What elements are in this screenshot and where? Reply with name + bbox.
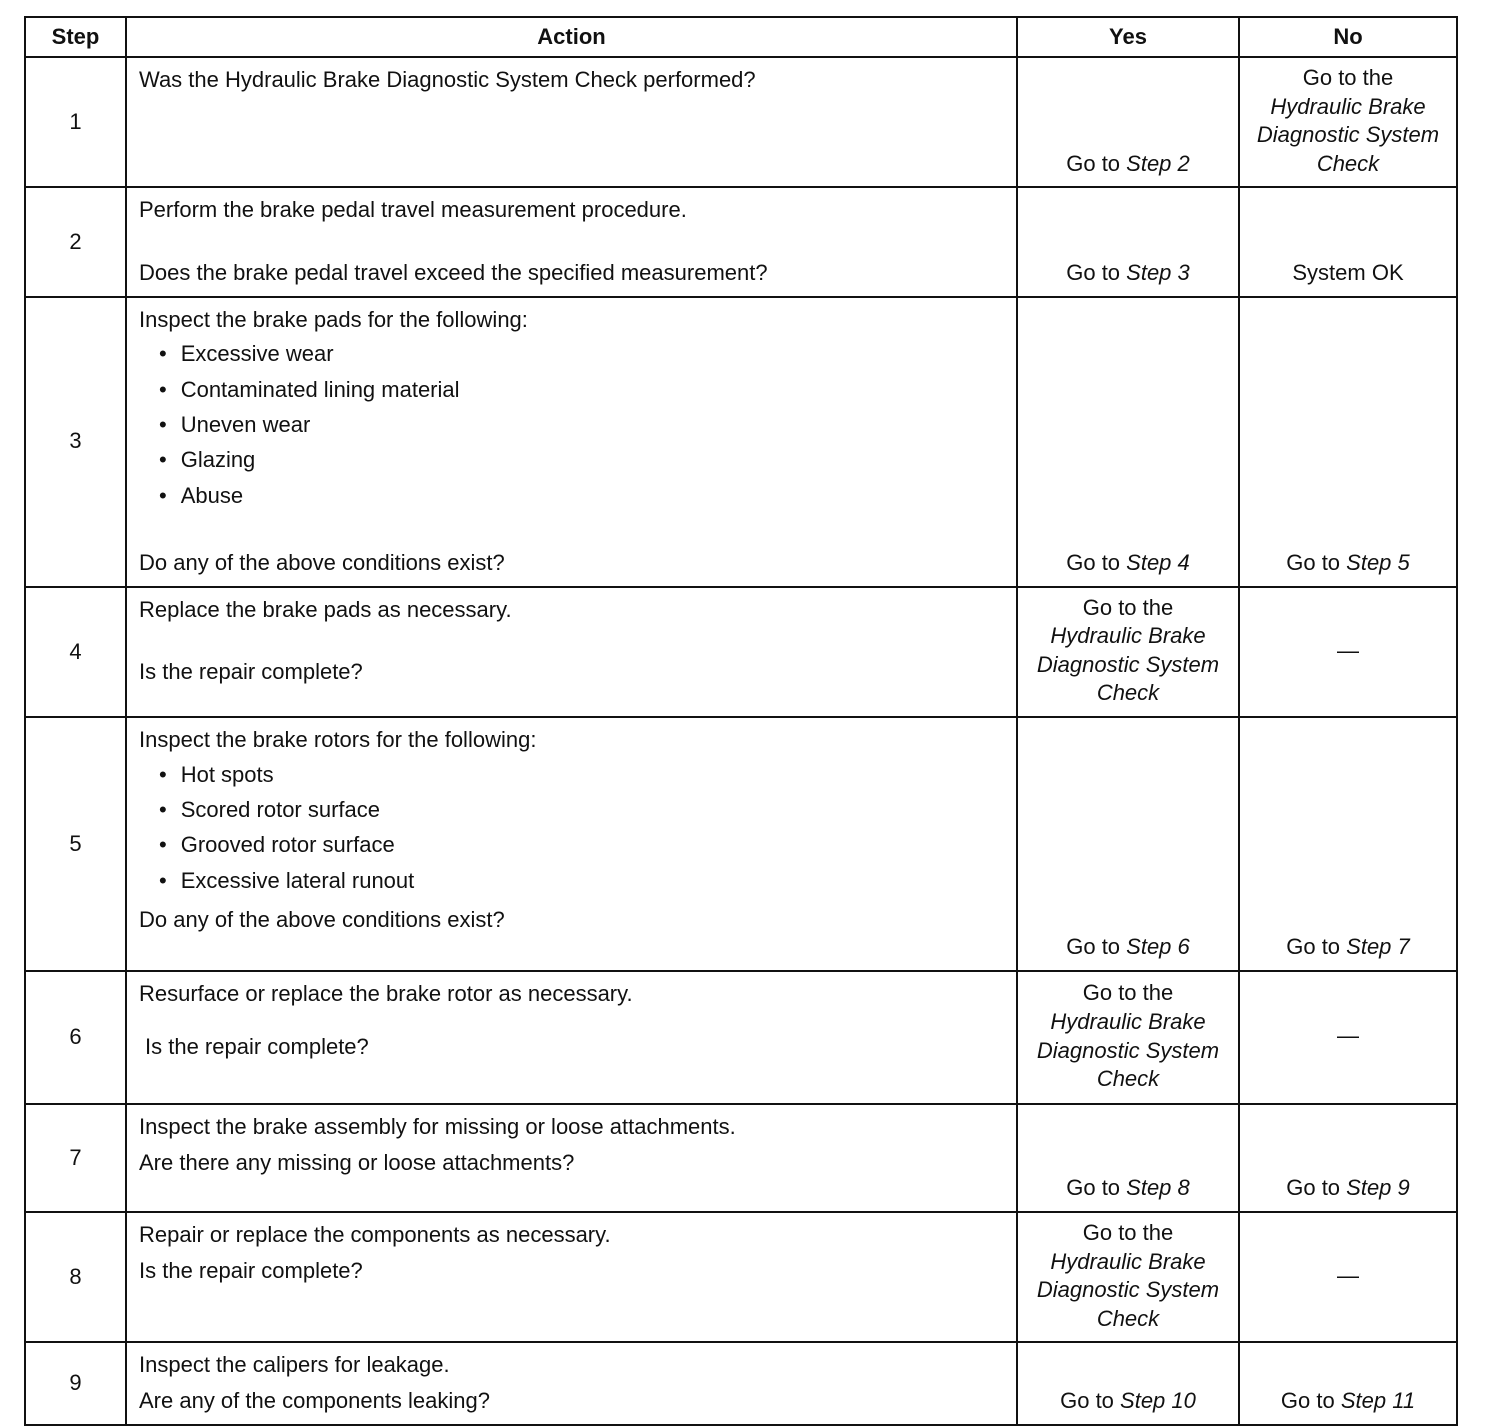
no-prefix: Go to: [1286, 934, 1347, 960]
action-text: Replace the brake pads as necessary.: [139, 596, 512, 622]
action-cell: [126, 187, 1017, 296]
list-item: • Uneven wear: [159, 407, 1004, 442]
action-question: Are any of the components leaking?: [139, 1388, 491, 1414]
action-cell: [126, 717, 1017, 971]
no-link[interactable]: Hydraulic Brake Diagnostic System Check: [1256, 93, 1440, 176]
table-row: [25, 1104, 1457, 1212]
table-row: [25, 717, 1457, 971]
step-number: 1: [25, 57, 126, 187]
list-item: • Abuse: [159, 478, 1004, 513]
table-row: [25, 1342, 1457, 1424]
list-item: • Contaminated lining material: [159, 372, 1004, 407]
list-item: • Excessive lateral runout: [159, 863, 1004, 898]
yes-link[interactable]: Step 2: [1126, 150, 1190, 176]
action-cell: [126, 971, 1017, 1104]
no-prefix: Go to: [1286, 1175, 1347, 1201]
yes-cell: [1017, 1342, 1239, 1424]
action-cell: [126, 1342, 1017, 1424]
yes-prefix: Go to the: [1082, 980, 1174, 1006]
action-cell: [126, 57, 1017, 187]
header-yes: Yes: [1017, 17, 1239, 57]
yes-link[interactable]: Step 8: [1126, 1175, 1190, 1201]
no-cell: [1239, 971, 1457, 1104]
action-text: Resurface or replace the brake rotor as necessary.: [139, 981, 633, 1007]
action-cell: [126, 1104, 1017, 1212]
no-link[interactable]: Step 9: [1346, 1175, 1410, 1201]
no-cell: [1239, 297, 1457, 587]
yes-prefix: Go to: [1066, 550, 1127, 576]
list-item: • Excessive wear: [159, 336, 1004, 371]
yes-cell: [1017, 717, 1239, 971]
yes-cell: [1017, 587, 1239, 717]
yes-prefix: Go to: [1066, 1175, 1127, 1201]
yes-prefix: Go to: [1060, 1388, 1121, 1414]
step-number: 3: [25, 297, 126, 587]
yes-cell: [1017, 57, 1239, 187]
header-row: [25, 17, 1457, 57]
no-cell: [1239, 1342, 1457, 1424]
action-text: Inspect the brake rotors for the following:: [139, 727, 537, 753]
yes-prefix: Go to: [1066, 934, 1127, 960]
step-number: 7: [25, 1104, 126, 1212]
action-text: Perform the brake pedal travel measurement procedure.: [139, 197, 687, 223]
step-number: 8: [25, 1212, 126, 1342]
no-cell: [1239, 1104, 1457, 1212]
action-question: Is the repair complete?: [139, 1257, 363, 1283]
action-text: Repair or replace the components as necessary.: [139, 1222, 611, 1248]
action-question: Are there any missing or loose attachments?: [139, 1149, 575, 1175]
action-text: Inspect the brake assembly for missing or loose attachments.: [139, 1114, 736, 1140]
step-number: 4: [25, 587, 126, 717]
diagnostic-table: [24, 16, 1458, 1426]
yes-cell: [1017, 187, 1239, 296]
header-action: Action: [126, 17, 1017, 57]
table-row: [25, 297, 1457, 587]
action-question: Do any of the above conditions exist?: [139, 550, 505, 576]
no-cell: [1239, 187, 1457, 296]
yes-cell: [1017, 297, 1239, 587]
step-number: 9: [25, 1342, 126, 1424]
header-step: Step: [25, 17, 126, 57]
yes-link[interactable]: Step 4: [1126, 550, 1190, 576]
step-number: 6: [25, 971, 126, 1104]
list-item: • Hot spots: [159, 757, 1004, 792]
action-question: Is the repair complete?: [139, 659, 363, 685]
condition-list: [139, 336, 1004, 513]
action-cell: [126, 297, 1017, 587]
action-cell: [126, 587, 1017, 717]
list-item: • Glazing: [159, 442, 1004, 477]
no-link[interactable]: Step 11: [1340, 1388, 1416, 1414]
yes-prefix: Go to the: [1082, 594, 1174, 620]
yes-cell: [1017, 971, 1239, 1104]
no-prefix: Go to: [1286, 550, 1347, 576]
table-row: [25, 187, 1457, 296]
no-cell: [1239, 57, 1457, 187]
no-cell: [1239, 587, 1457, 717]
table-row: [25, 971, 1457, 1104]
action-cell: [126, 1212, 1017, 1342]
no-cell: [1239, 1212, 1457, 1342]
step-number: 5: [25, 717, 126, 971]
yes-link[interactable]: Step 10: [1120, 1388, 1196, 1414]
yes-prefix: Go to: [1066, 259, 1127, 285]
yes-cell: [1017, 1104, 1239, 1212]
action-question: Is the repair complete?: [145, 1033, 369, 1059]
step-number: 2: [25, 187, 126, 296]
yes-prefix: Go to the: [1082, 1220, 1174, 1246]
yes-link[interactable]: Hydraulic Brake Diagnostic System Check: [1036, 1248, 1220, 1331]
yes-link[interactable]: Hydraulic Brake Diagnostic System Check: [1036, 623, 1220, 706]
action-question: Does the brake pedal travel exceed the specified measurement?: [139, 259, 768, 285]
no-cell: [1239, 717, 1457, 971]
action-question: Do any of the above conditions exist?: [139, 907, 505, 933]
condition-list: [139, 757, 1004, 899]
no-prefix: Go to: [1280, 1388, 1341, 1414]
yes-link[interactable]: Step 3: [1126, 259, 1190, 285]
yes-prefix: Go to: [1066, 150, 1127, 176]
list-item: • Grooved rotor surface: [159, 827, 1004, 862]
table-row: [25, 1212, 1457, 1342]
no-text: —: [1337, 1262, 1359, 1288]
yes-cell: [1017, 1212, 1239, 1342]
table-row: [25, 587, 1457, 717]
header-no: No: [1239, 17, 1457, 57]
no-link[interactable]: Step 5: [1346, 550, 1410, 576]
action-text: Inspect the calipers for leakage.: [139, 1352, 450, 1378]
action-text: Inspect the brake pads for the following:: [139, 306, 528, 332]
no-text: —: [1337, 637, 1359, 663]
no-text: —: [1337, 1023, 1359, 1049]
no-link[interactable]: Step 7: [1346, 934, 1410, 960]
no-text: System OK: [1292, 259, 1404, 285]
no-prefix: Go to the: [1302, 65, 1394, 90]
yes-link[interactable]: Step 6: [1126, 934, 1190, 960]
list-item: • Scored rotor surface: [159, 792, 1004, 827]
table-row: [25, 57, 1457, 187]
action-text: Was the Hydraulic Brake Diagnostic System Check performed?: [139, 67, 756, 92]
yes-link[interactable]: Hydraulic Brake Diagnostic System Check: [1036, 1008, 1220, 1092]
